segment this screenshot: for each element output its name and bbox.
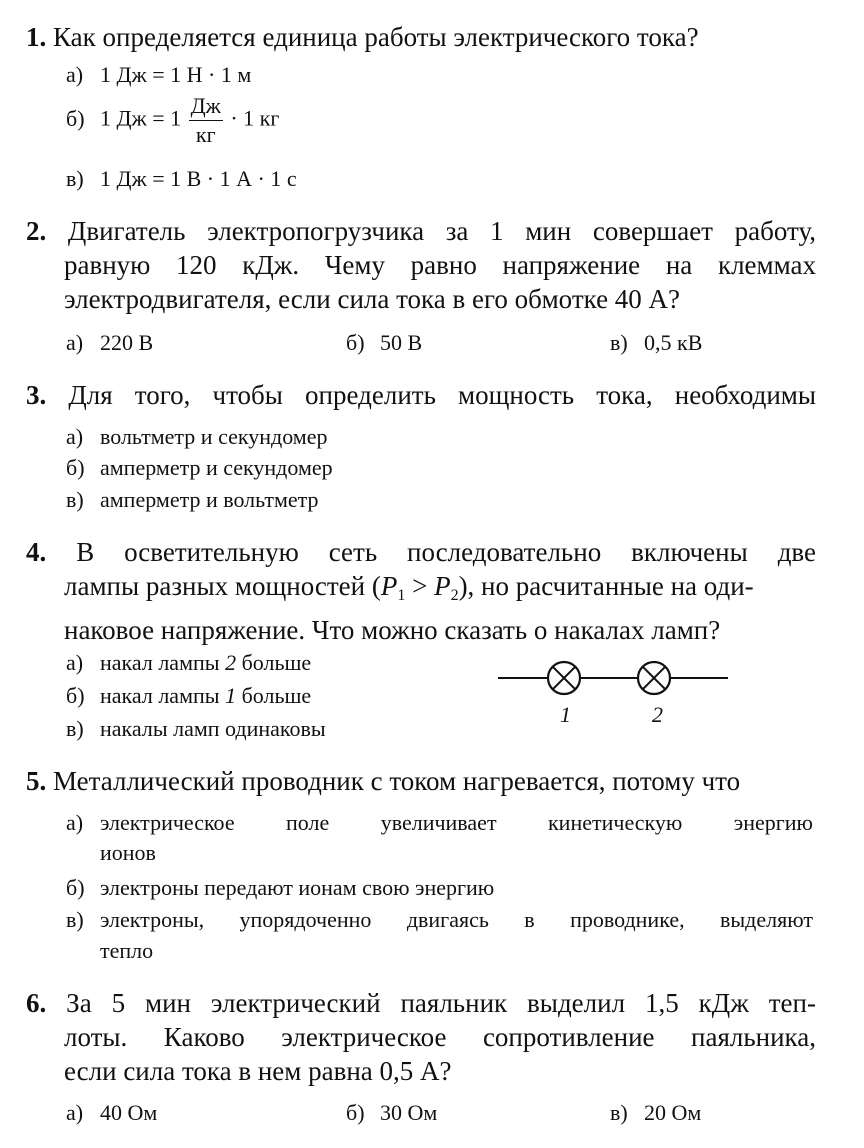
q5-option-a: а) электрическое поле увеличивает кинетическую энергию: [66, 810, 813, 835]
q3-option-a: а) вольтметр и секундомер: [66, 424, 328, 449]
q3-option-c: в) амперметр и вольтметр: [66, 487, 319, 512]
q1-option-b: б) 1 Дж = 1 $\frac{Дж}{кг}$ · 1 кг: [66, 93, 280, 147]
lamp-1-label: 1: [560, 702, 571, 727]
q5-option-c: в) электроны, упорядоченно двигаясь в проводнике, выделяют: [66, 907, 813, 932]
fraction: $\frac{Дж}{кг}$: [190, 93, 221, 147]
question-4-line-3: наковое напряжение. Что можно сказать о накалах ламп?: [64, 615, 721, 645]
q6-option-c: в) 20 Ом: [610, 1100, 702, 1125]
q5-option-c-cont: тепло: [100, 938, 154, 963]
q2-option-c: в) 0,5 кВ: [610, 330, 703, 355]
q1-option-c: в) 1 Дж = 1 В · 1 А · 1 с: [66, 166, 297, 191]
question-5: [26, 764, 816, 798]
lamp-1-icon: [548, 662, 580, 694]
question-6-text: 6. За 5 мин электрический паяльник выделил 1,5 кДж теп-: [26, 988, 816, 1018]
q1-option-a: а) 1 Дж = 1 Н · 1 м: [66, 62, 252, 87]
q6-option-b: б) 30 Ом: [346, 1100, 438, 1125]
question-2-line-3: электродвигателя, если сила тока в его обмотке 40 А?: [64, 284, 681, 314]
q3-option-b: б) амперметр и секундомер: [66, 455, 333, 480]
question-6-line-3: если сила тока в нем равна 0,5 А?: [64, 1056, 452, 1086]
lamp-2-label: 2: [652, 702, 663, 727]
q4-option-b: б) накал лампы 1 больше: [66, 683, 312, 708]
q4-option-c: в) накалы ламп одинаковы: [66, 716, 326, 741]
question-4-line-2: лампы разных мощностей $(P_1 > P_2)$, но расчитанные на оди-: [64, 571, 754, 604]
question-4-text: 4. В осветительную сеть последовательно включены две: [26, 537, 816, 567]
question-3-text: 3. Для того, чтобы определить мощность тока, необходимы: [26, 380, 816, 410]
q6-option-a: а) 40 Ом: [66, 1100, 158, 1125]
q5-option-b: б) электроны передают ионам свою энергию: [66, 875, 495, 900]
question-number: 1.: [26, 22, 47, 52]
q4-option-a: а) накал лампы 2 больше: [66, 650, 312, 675]
question-1: [26, 20, 816, 54]
lamp-2-icon: [638, 662, 670, 694]
question-1-text: 1. Как определяется единица работы электрического тока?: [26, 22, 699, 52]
question-6: [26, 986, 816, 1088]
question-2-text: 2. Двигатель электропогрузчика за 1 мин совершает работу,: [26, 216, 816, 246]
question-2: [26, 214, 816, 316]
question-3: [26, 378, 816, 412]
q2-option-b: б) 50 В: [346, 330, 423, 355]
question-4: [26, 535, 816, 647]
question-2-line-2: равную 120 кДж. Чему равно напряжение на клеммах: [64, 250, 816, 280]
q5-option-a-cont: ионов: [100, 840, 156, 865]
q2-option-a: а) 220 В: [66, 330, 154, 355]
question-5-text: 5. Металлический проводник с током нагревается, потому что: [26, 766, 741, 796]
question-6-line-2: лоты. Каково электрическое сопротивление паяльника,: [64, 1022, 816, 1052]
series-lamps-diagram: [490, 650, 740, 730]
